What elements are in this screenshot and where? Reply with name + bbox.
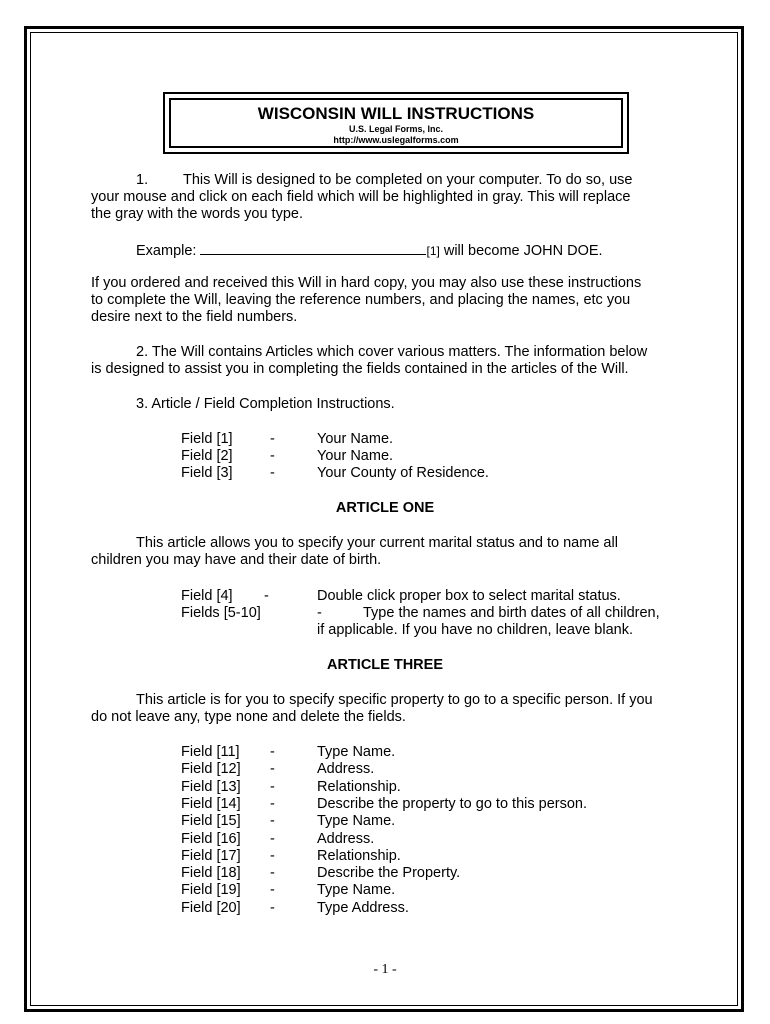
- field-label: Field [19]: [181, 882, 241, 899]
- document-title: WISCONSIN WILL INSTRUCTIONS: [257, 104, 535, 123]
- example-line: [136, 241, 603, 260]
- page-number: - 1 -: [373, 962, 397, 977]
- example-ref: [1]: [426, 244, 440, 258]
- field-label: Field [15]: [181, 813, 241, 830]
- example-label: Example:: [136, 243, 197, 259]
- section2-line-2: is designed to assist you in completing the fields contained in the articles of the Will.: [91, 361, 629, 377]
- field-label: Field [3]: [181, 465, 233, 481]
- field-description: Address.: [317, 830, 375, 847]
- hardcopy-line-1: If you ordered and received this Will in hard copy, you may also use these instructions: [91, 275, 642, 291]
- field-description: Relationship.: [317, 778, 401, 795]
- field-dash: -: [270, 744, 275, 760]
- company-url: http://www.uslegalforms.com: [333, 135, 459, 145]
- field-description: Relationship.: [317, 847, 401, 864]
- section1-number: 1.: [136, 172, 149, 188]
- section1-line-1: This Will is designed to be completed on your computer. To do so, use: [183, 172, 633, 188]
- title-box: [163, 92, 629, 154]
- field-label: Field [11]: [181, 744, 240, 760]
- field-dash: -: [270, 465, 275, 481]
- article-one-heading: ARTICLE ONE: [335, 500, 435, 516]
- article-three-line-1: This article is for you to specify specific property to go to a specific person. If you: [136, 692, 653, 708]
- field-dash: -: [270, 830, 275, 847]
- field-dash: -: [270, 778, 275, 795]
- field-label: Field [12]: [181, 761, 241, 778]
- hardcopy-line-2: to complete the Will, leaving the reference numbers, and placing the names, etc you: [91, 292, 631, 308]
- example-result: will become JOHN DOE.: [439, 243, 603, 259]
- field-dash: -: [317, 605, 322, 621]
- section3-heading: 3. Article / Field Completion Instructions.: [136, 396, 395, 412]
- field-description: Your Name.: [317, 448, 394, 464]
- article-three-heading: ARTICLE THREE: [327, 657, 443, 673]
- field-label: Field [20]: [181, 899, 241, 916]
- field-description: Address.: [317, 761, 375, 778]
- field-dash: -: [270, 899, 275, 916]
- article-one-line-1: This article allows you to specify your current marital status and to name all: [136, 535, 618, 551]
- field-description: Describe the Property.: [317, 865, 461, 882]
- section1-line-2: your mouse and click on each field which will be highlighted in gray. This will replace: [91, 189, 631, 205]
- field-label: Fields [5-10]: [181, 605, 261, 621]
- field-label: Field [16]: [181, 830, 241, 847]
- field-label: Field [14]: [181, 795, 241, 812]
- field-label: Field [4]: [181, 588, 233, 604]
- company-name: U.S. Legal Forms, Inc.: [348, 124, 444, 134]
- field-dash: -: [270, 847, 275, 864]
- field-description: Your Name.: [317, 431, 394, 447]
- field-dash: -: [270, 882, 275, 899]
- field-label: Field [13]: [181, 778, 241, 795]
- section1-line-3: the gray with the words you type.: [91, 206, 303, 222]
- field-description: Type Address.: [317, 899, 409, 916]
- section2-line-1: 2. The Will contains Articles which cover various matters. The information below: [136, 344, 648, 360]
- field-label: Field [18]: [181, 865, 241, 882]
- field-description: Type Name.: [317, 813, 396, 830]
- field-dash: -: [270, 761, 275, 778]
- field-label: Field [2]: [181, 448, 233, 464]
- field-dash: -: [270, 813, 275, 830]
- article-one-line-2: children you may have and their date of birth.: [91, 552, 382, 568]
- field-description: if applicable. If you have no children, leave blank.: [317, 622, 633, 638]
- field-description: Describe the property to go to this person.: [317, 795, 588, 812]
- field-dash: -: [270, 795, 275, 812]
- field-description: Type the names and birth dates of all children,: [363, 605, 660, 621]
- field-dash: -: [270, 865, 275, 882]
- field-label: Field [1]: [181, 431, 233, 447]
- field-description: Your County of Residence.: [317, 465, 489, 481]
- field-description: Double click proper box to select marital status.: [317, 588, 621, 604]
- title-box-inner: [169, 98, 623, 148]
- example-blank: [200, 241, 426, 255]
- hardcopy-line-3: desire next to the field numbers.: [91, 309, 298, 325]
- field-description: Type Name.: [317, 744, 396, 760]
- field-dash: -: [264, 588, 269, 604]
- article-three-line-2: do not leave any, type none and delete the fields.: [91, 709, 406, 725]
- field-dash: -: [270, 448, 275, 464]
- field-description: Type Name.: [317, 882, 396, 899]
- field-dash: -: [270, 431, 275, 447]
- field-label: Field [17]: [181, 847, 241, 864]
